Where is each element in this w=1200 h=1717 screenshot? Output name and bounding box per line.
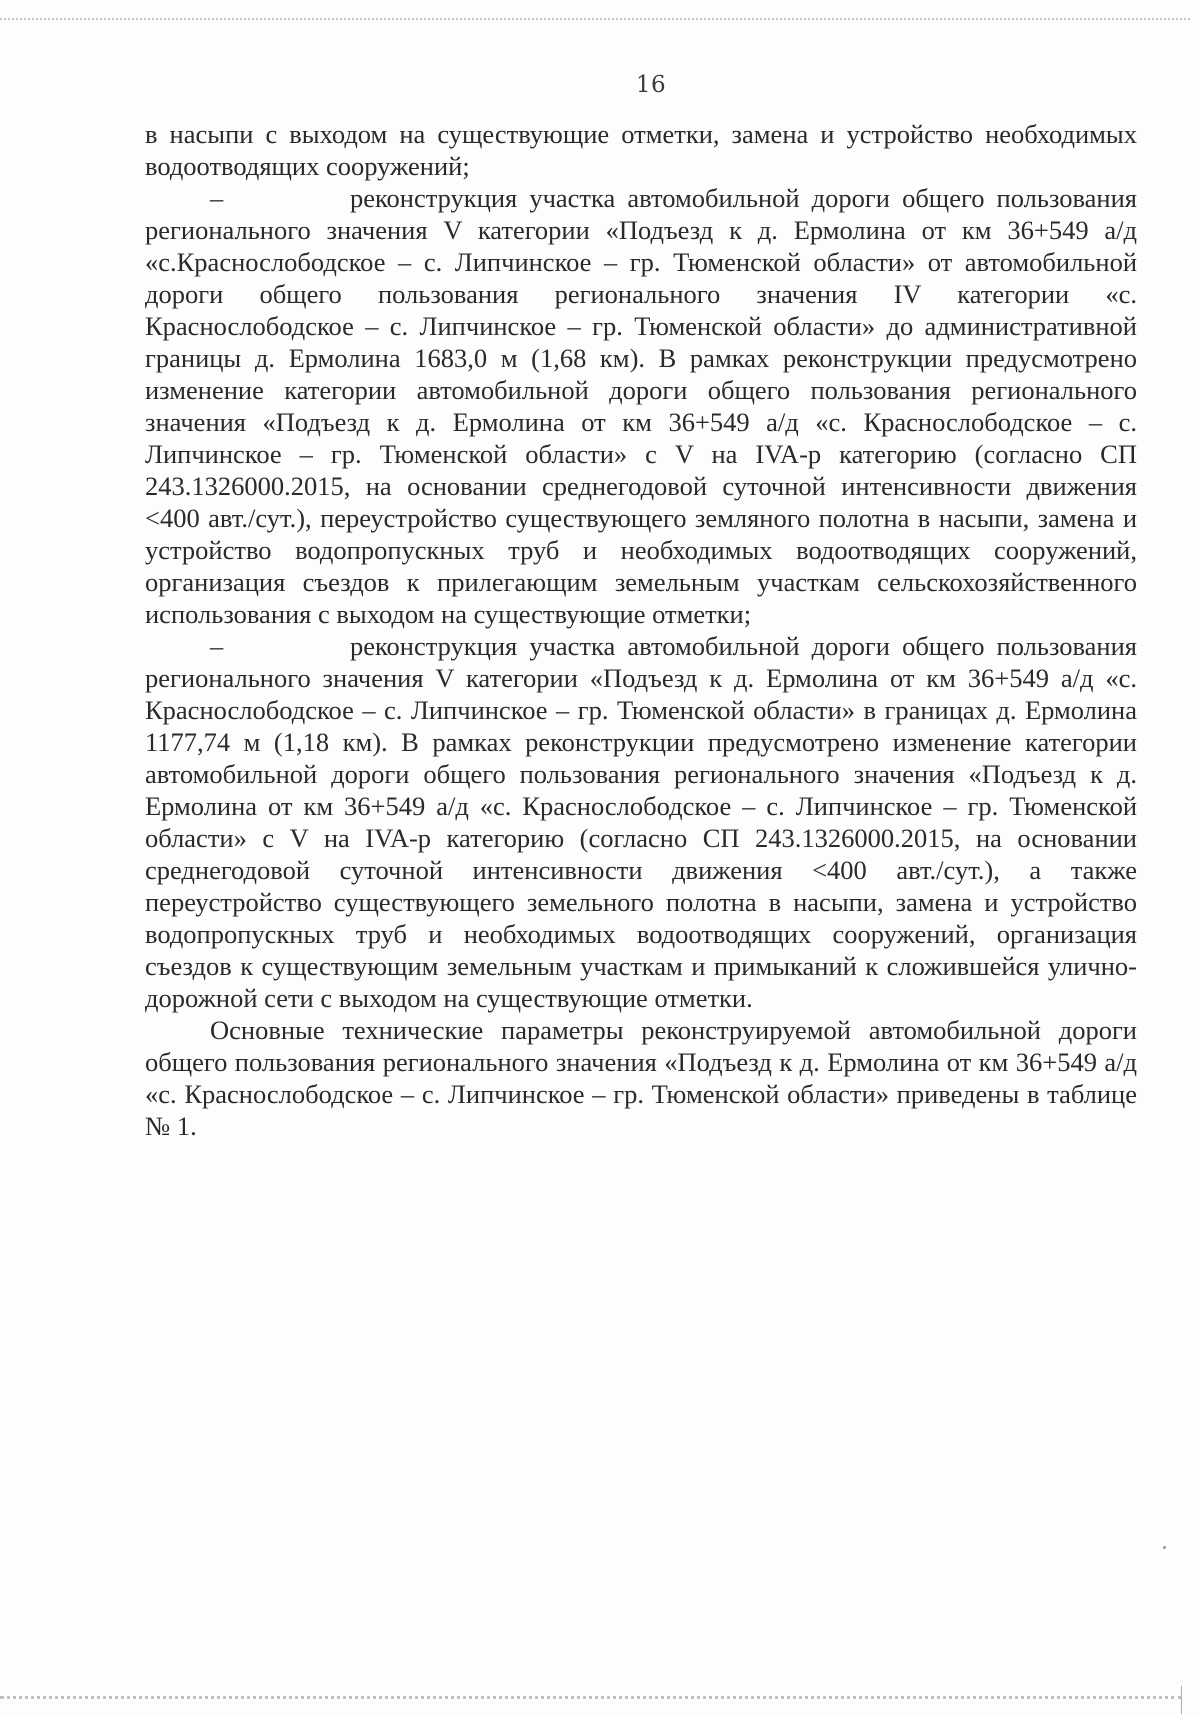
paragraph-text: реконструкция участка автомобильной дороги общего пользования регионального значения V категории «Подъезд к д. Ермолина от км 36+549 а/д «с.Краснослободское – с. Липчинское – гр. Тюменской области» от автомобильной дороги общего пользования регионального значения IV категории «с. Краснослободское – с. Липчинское – гр. Тюменской области» до административной границы д. Ермолина 1683,0 м (1,68 км). В рамках реконструкции предусмотрено изменение категории автомобильной дороги общего пользования регионального значения «Подъезд к д. Ермолина от км 36+549 а/д «с. Краснослободское – с. Липчинское – гр. Тюменской области» с V на IVA-р категорию (согласно СП 243.1326000.2015, на основании среднегодовой суточной интенсивности движения <400 авт./сут.), переустройство существующего земляного полотна в насыпи, замена и устройство водопропускных труб и необходимых водоотводящих сооружений, организация съездов к прилегающим земельным участкам сельскохозяйственного использования с выходом на существующие отметки; [145,183,1137,629]
list-item-reconstruction-2 [145,630,1137,1014]
paragraph-text: в насыпи с выходом на существующие отметки, замена и устройство необходимых водоотводящих сооружений; [145,119,1137,181]
list-item-reconstruction-1 [145,182,1137,630]
list-dash: – [210,183,224,213]
scan-edge-right [1181,1686,1182,1714]
scan-edge-bottom [0,1696,1182,1699]
page-number: 16 [635,72,667,98]
scan-speck [1163,1546,1166,1549]
list-dash: – [210,631,224,661]
paragraph-closing [145,1014,1137,1142]
paragraph-text: реконструкция участка автомобильной дороги общего пользования регионального значения V категории «Подъезд к д. Ермолина от км 36+549 а/д «с. Краснослободское – с. Липчинское – гр. Тюменской области» в границах д. Ермолина 1177,74 м (1,18 км). В рамках реконструкции предусмотрено изменение категории автомобильной дороги общего пользования регионального значения «Подъезд к д. Ермолина от км 36+549 а/д «с. Краснослободское – с. Липчинское – гр. Тюменской области» с V на IVA-р категорию (согласно СП 243.1326000.2015, на основании среднегодовой суточной интенсивности движения <400 авт./сут.), а также переустройство существующего земельного полотна в насыпи, замена и устройство водопропускных труб и необходимых водоотводящих сооружений, организация съездов к существующим земельным участкам и примыканий к сложившейся улично-дорожной сети с выходом на существующие отметки. [145,631,1137,1013]
paragraph-continuation [145,118,1137,182]
paragraph-text: Основные технические параметры реконструируемой автомобильной дороги общего пользования регионального значения «Подъезд к д. Ермолина от км 36+549 а/д «с. Краснослободское – с. Липчинское – гр. Тюменской области» приведены в таблице № 1. [145,1015,1137,1141]
scan-edge-top [0,18,1190,20]
document-body [145,118,1137,1142]
